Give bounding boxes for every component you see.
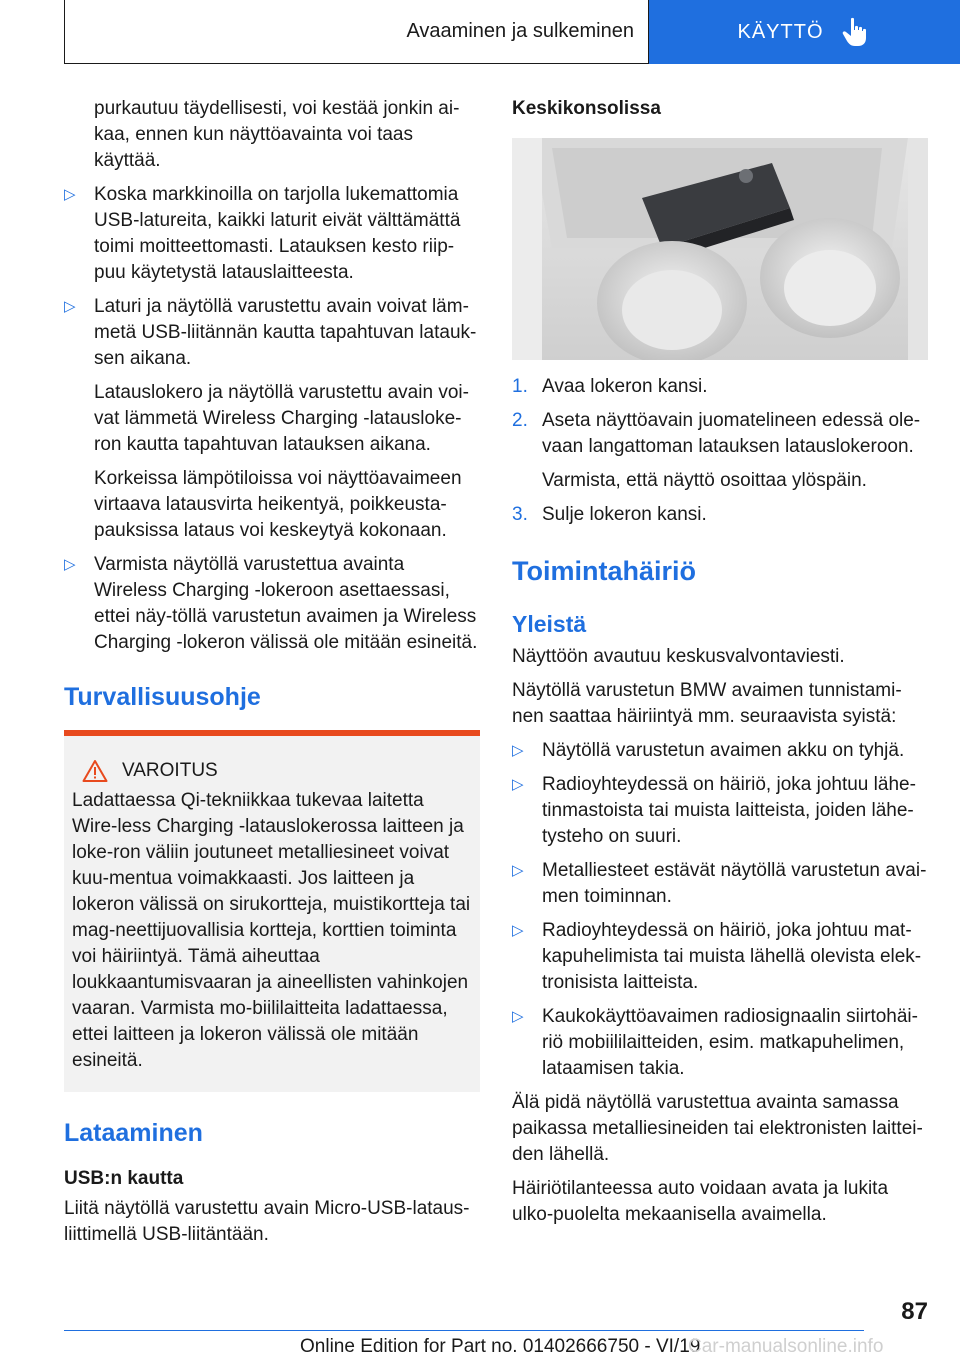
footer-rule [64, 1330, 864, 1331]
general-heading: Yleistä [512, 611, 587, 637]
header-chapter-tab [649, 0, 960, 64]
triangle-bullet-icon: ▷ [512, 922, 524, 939]
edition-text: Online Edition for Part no. 01402666750 - VI/19 [300, 1336, 701, 1357]
list-item: ▷ Varmista näytöllä varustettua avainta Wireless Charging -lokeroon asettaessasi, ettei näy-töllä varustetun avaimen ja Wireless Charging -lokeron välissä ole mitään esineitä. [64, 554, 478, 653]
triangle-bullet-icon: ▷ [512, 862, 524, 879]
intro-continuation: purkautuu täydellisesti, voi kestää jonkin ai-kaa, ennen kun näyttöavainta voi taas käyttää. [94, 98, 460, 171]
list-item: ▷ Radioyhteydessä on häiriö, joka johtuu mat-kapuhelimista tai muista lähellä olevista elek-tronisista laitteista. [512, 920, 922, 993]
step-note: Varmista, että näyttö osoittaa ylöspäin. [542, 470, 867, 491]
usb-heading: USB:n kautta [64, 1168, 184, 1189]
triangle-bullet-icon: ▷ [64, 556, 76, 573]
list-item: ▷ Metalliesteet estävät näytöllä varustetun avai-men toiminnan. [512, 860, 927, 907]
closing-paragraph: Älä pidä näytöllä varustettua avainta samassa paikassa metalliesineiden tai elektronisten laittei-den lähellä. [512, 1092, 923, 1165]
list-item: ▷ Koska markkinoilla on tarjolla lukemattomia USB-latureita, kaikki laturit eivät välttämättä toimi moitteettomasti. Latauksen kesto riip-puu käytetystä latauslaitteesta. [64, 184, 461, 283]
sub-paragraph: Latauslokero ja näytöllä varustettu avain voi-vat lämmetä Wireless Charging -latausloke-ron kautta tapahtuvan latauksen aikana. [94, 382, 469, 455]
header-section-title: Avaaminen ja sulkeminen [64, 0, 649, 64]
console-charging-tray-photo [512, 138, 928, 360]
general-paragraph: Näytöllä varustetun BMW avaimen tunnistami-nen saattaa häiriintyä mm. seuraavista syistä: [512, 680, 902, 727]
right-column [512, 96, 928, 1236]
general-paragraph: Näyttöön avautuu keskusvalvontaviesti. [512, 646, 845, 667]
list-item: ▷ Radioyhteydessä on häiriö, joka johtuu lähe-tinmastoista tai muista laitteista, joiden lähe-tysteho on suuri. [512, 774, 916, 847]
warning-title: VAROITUS [72, 758, 472, 784]
console-heading: Keskikonsolissa [512, 98, 661, 119]
page-number: 87 [901, 1298, 928, 1325]
triangle-bullet-icon: ▷ [64, 186, 76, 203]
usb-text: Liitä näytöllä varustettu avain Micro-USB-lataus-liittimellä USB-liitäntään. [64, 1198, 470, 1245]
step-item: 3. Sulje lokeron kansi. [512, 504, 707, 525]
sub-paragraph: Korkeissa lämpötiloissa voi näyttöavaimeen virtaava latausvirta heikentyä, poikkeusta-pauksissa lataus voi keskeytyä kokonaan. [94, 468, 462, 541]
watermark-text: Car-manualsonline.info [688, 1336, 884, 1357]
hand-pointer-icon [838, 15, 872, 49]
warning-text: Ladattaessa Qi-tekniikkaa tukevaa laitetta Wire-less Charging -latauslokerossa laitteen ja loke-ron väliin joutuneet metalliesineet voivat kuu-mentua voimakkaasti. Jos laitteen ja lokeron välissä on sirukortteja, muistikortteja tai mag-neettijuovallisia kortteja, korttien toiminta voi häiriintyä. Tämä aiheuttaa loukkaantumisvaaran ja aineellisten vahinkojen vaaran. Varmista mo-biililaitteita ladattaessa, ettei laitteen ja lokeron välissä ole mitään esineitä. [72, 790, 471, 1071]
console-image [512, 138, 928, 360]
warning-triangle-icon [82, 759, 108, 783]
list-item: ▷ Kaukokäyttöavaimen radiosignaalin siirtohäi-riö mobiililaitteiden, esim. matkapuhelimen, lataamisen takia. [512, 1006, 918, 1079]
warning-box [64, 730, 480, 1092]
malfunction-heading: Toimintahäiriö [512, 556, 697, 586]
triangle-bullet-icon: ▷ [64, 298, 76, 315]
chapter-title: KÄYTTÖ [737, 20, 824, 43]
charging-heading: Lataaminen [64, 1119, 203, 1147]
list-item: ▷ Laturi ja näytöllä varustettu avain voivat läm-metä USB-liitännän kautta tapahtuvan latauk-sen aikana. [64, 296, 477, 369]
list-item: ▷ Näytöllä varustetun avaimen akku on tyhjä. [512, 738, 928, 764]
safety-heading: Turvallisuusohje [64, 683, 261, 711]
left-column [64, 96, 480, 1256]
triangle-bullet-icon: ▷ [512, 1008, 524, 1025]
triangle-bullet-icon: ▷ [512, 742, 524, 759]
step-item: 1. Avaa lokeron kansi. [512, 376, 708, 397]
closing-paragraph: Häiriötilanteessa auto voidaan avata ja lukita ulko-puolelta mekaanisella avaimella. [512, 1178, 889, 1225]
triangle-bullet-icon: ▷ [512, 776, 524, 793]
step-item: 2. Aseta näyttöavain juomatelineen edessä ole-vaan langattoman latauksen latauslokeroon. [512, 410, 921, 457]
